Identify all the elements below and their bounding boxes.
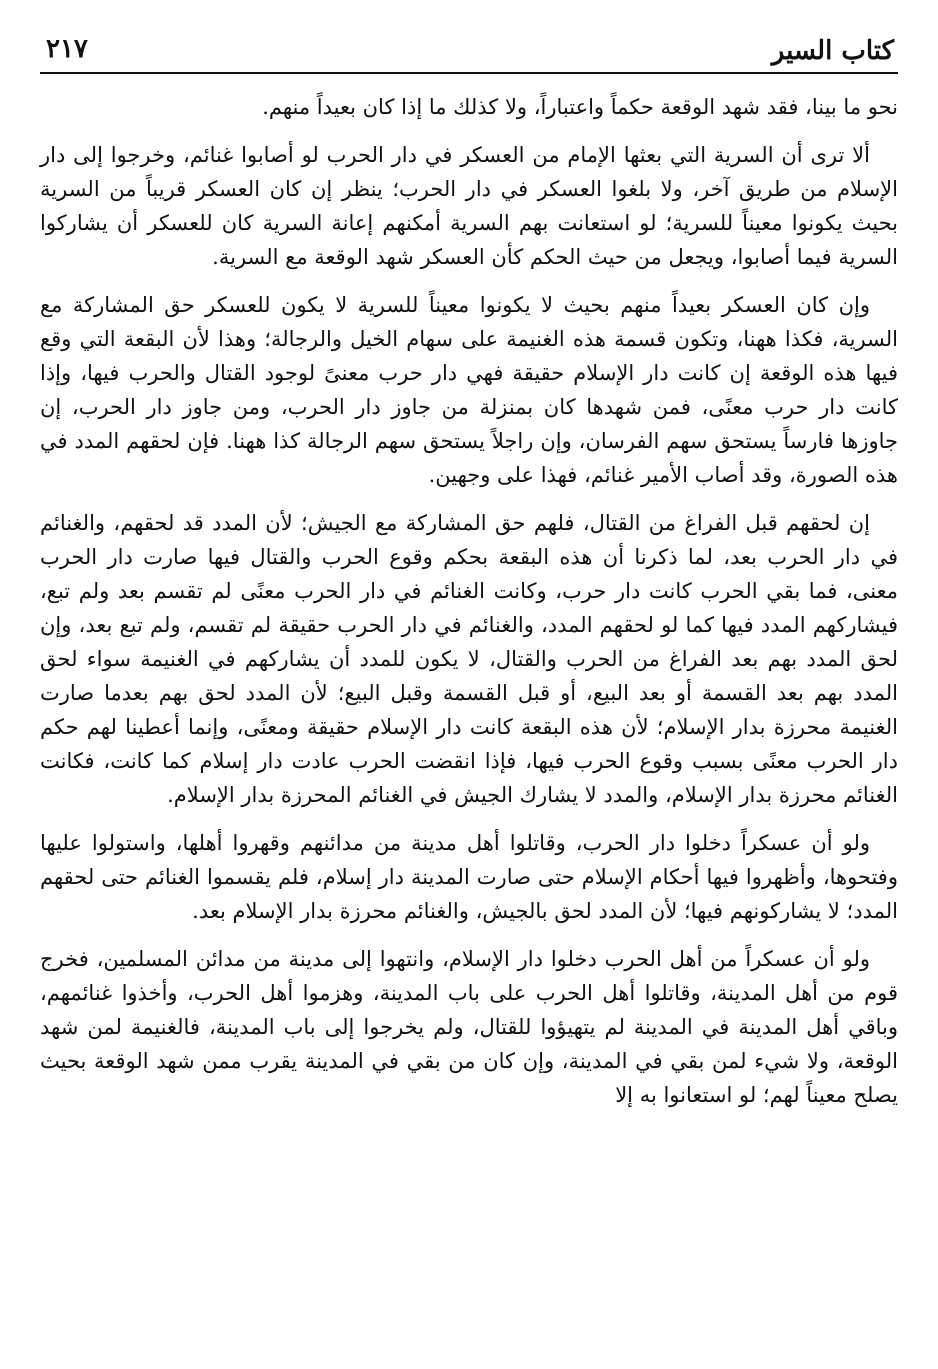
- paragraph-1: نحو ما بينا، فقد شهد الوقعة حكماً واعتباراً، ولا كذلك ما إذا كان بعيداً منهم.: [262, 95, 898, 119]
- page-header: [40, 28, 898, 74]
- paragraph-5: ولو أن عسكراً دخلوا دار الحرب، وقاتلوا أهل مدينة من مدائنهم وقهروا أهلها، واستولوا عليها وفتحوها، وأظهروا فيها أحكام الإسلام حتى صارت المدينة دار إسلام، فلم يقسموا الغنائم حتى لحقهم المدد؛ لا يشاركونهم فيها؛ لأن المدد لحق بالجيش، والغنائم محرزة بدار الإسلام بعد.: [40, 831, 898, 923]
- paragraph-2: ألا ترى أن السرية التي بعثها الإمام من العسكر في دار الحرب لو أصابوا غنائم، وخرجوا إلى دار الإسلام من طريق آخر، ولا بلغوا العسكر في دار الحرب؛ ينظر إن كان العسكر قريباً من السرية بحيث يكونوا معيناً للسرية؛ لو استعانت بهم السرية أمكنهم إعانة السرية كان للعسكر أن يشاركوا السرية فيما أصابوا، ويجعل من حيث الحكم كأن العسكر شهد الوقعة مع السرية.: [40, 143, 898, 269]
- paragraph-6: ولو أن عسكراً من أهل الحرب دخلوا دار الإسلام، وانتهوا إلى مدينة من مدائن المسلمين، فخرج قوم من أهل المدينة، وقاتلوا أهل الحرب على باب المدينة، وهزموا أهل الحرب، وأخذوا غنائمهم، وباقي أهل المدينة في المدينة لم يتهيؤوا للقتال، ولم يخرجوا إلى باب المدينة، فالغنيمة لمن شهد الوقعة، ولا شيء لمن بقي في المدينة، وإن كان من بقي في المدينة يقرب ممن شهد الوقعة بحيث يصلح معيناً لهم؛ لو استعانوا به إلا: [40, 947, 898, 1107]
- running-title: كتاب السير: [771, 36, 894, 66]
- book-page: [40, 28, 898, 1126]
- paragraph-4: إن لحقهم قبل الفراغ من القتال، فلهم حق المشاركة مع الجيش؛ لأن المدد قد لحقهم، والغنائم في دار الحرب بعد، لما ذكرنا أن هذه البقعة بحكم وقوع الحرب والقتال فيها صارت دار الحرب معنى، فما بقي الحرب كانت دار حرب، وكانت الغنائم في دار الحرب معنًى لم تقسم بعد ولم تبع، فيشاركهم المدد فيها كما لو لحقهم المدد، والغنائم في دار الحرب حقيقة لم تقسم، ولم تبع بعد، وإن لحق المدد بهم بعد الفراغ من الحرب والقتال، لا يكون للمدد أن يشاركهم في الغنيمة سواء لحق المدد بهم بعد القسمة أو بعد البيع، أو قبل القسمة وقبل البيع؛ لأن المدد لحق بهم بعدما صارت الغنيمة محرزة بدار الإسلام؛ لأن هذه البقعة كانت دار الإسلام حقيقة ومعنًى، وإنما أعطينا لهم حكم دار الحرب معنًى بسبب وقوع الحرب فيها، فإذا انقضت الحرب عادت دار إسلام كما كانت، فكانت الغنائم محرزة بدار الإسلام، والمدد لا يشارك الجيش في الغنائم المحرزة بدار الإسلام.: [40, 511, 898, 807]
- page-number: ٢١٧: [46, 34, 88, 64]
- page-body: [40, 90, 898, 1112]
- paragraph-3: وإن كان العسكر بعيداً منهم بحيث لا يكونوا معيناً للسرية لا يكون للعسكر حق المشاركة مع السرية، فكذا ههنا، وتكون قسمة هذه الغنيمة على سهام الخيل والرجالة؛ وهذا لأن البقعة التي وقع فيها هذه الوقعة إن كانت دار الإسلام حقيقة فهي دار حرب معنىً لوجود القتال والحرب فيها، وإذا كانت دار حرب معنًى، فمن شهدها كان بمنزلة من جاوز دار الحرب، ومن جاوز دار الحرب، إن جاوزها فارساً يستحق سهم الفرسان، وإن راجلاً يستحق سهم الرجالة كذا ههنا. فإن لحقهم المدد في هذه الصورة، وقد أصاب الأمير غنائم، فهذا على وجهين.: [40, 293, 898, 487]
